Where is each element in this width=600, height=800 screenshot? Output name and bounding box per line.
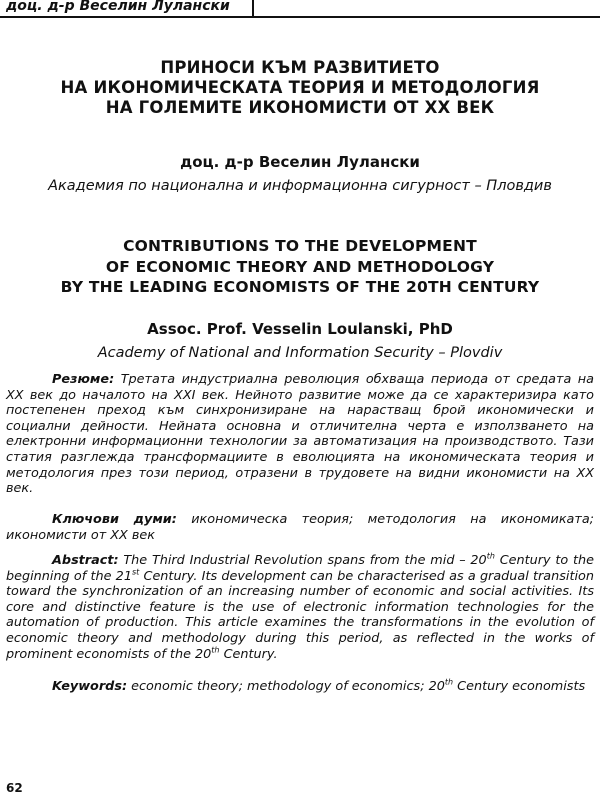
title-bulgarian — [0, 58, 600, 118]
author-english: Assoc. Prof. Vesselin Loulanski, PhD — [147, 320, 453, 338]
keywords-en-sup-1: th — [444, 677, 454, 687]
abstract-en-sup-1: th — [486, 551, 495, 561]
header-rule-corner — [252, 0, 254, 17]
running-head-text: доц. д-р Веселин Лулански — [6, 0, 230, 14]
abstract-english — [6, 553, 594, 662]
keywords-en-label: Keywords: — [52, 679, 128, 694]
abstract-en-text-4: Century. — [219, 646, 278, 662]
keywords-english — [6, 679, 594, 695]
abstract-en-text-3: Century. Its development can be characterised as a gradual transition toward the synchronization of an increasing number of economic and social activities. Its core and distinctive feature is the use of electronic information technologies for the automation of production. This article examines the transformations in the evolution of economic theory and methodology during this period, as reflected in the works of prominent economists of the 20 — [6, 568, 594, 662]
affiliation-english: Academy of National and Information Security – Plovdiv — [97, 345, 503, 361]
title-bg-line-1: ПРИНОСИ КЪМ РАЗВИТИЕТО — [160, 58, 440, 77]
keywords-bulgarian — [6, 512, 594, 543]
title-bg-line-2: НА ИКОНОМИЧЕСКАТА ТЕОРИЯ И МЕТОДОЛОГИЯ — [60, 78, 540, 97]
keywords-en-text-2: Century economists — [453, 679, 586, 694]
abstract-bg-text: Третата индустриална революция обхваща периода от средата на XX век до началото на XXI век. Нейното развитие може да се характеризира като постепенен преход към синхронизиране на нарастващ брой икономически и социални дейности. Нейната основна и отличителна черта е използването на електронни информационни технологии за автоматизация на производството. Тази статия разглежда трансформациите в еволюцията на икономическата теория и методология през този период, отразени в трудовете на видни икономисти на XX век. — [6, 372, 594, 497]
abstract-en-sup-3: th — [211, 645, 220, 655]
title-en-line-1: CONTRIBUTIONS TO THE DEVELOPMENT — [123, 237, 477, 255]
abstract-en-sup-2: st — [131, 567, 140, 577]
keywords-bg-text: икономическа теория; методология на икономиката; икономисти от XX век — [6, 512, 594, 543]
abstract-en-text-2: Century to the beginning of the 21 — [6, 553, 594, 584]
keywords-en-text-1: economic theory; methodology of economics; 20 — [131, 679, 445, 694]
title-english — [0, 236, 600, 298]
abstract-bg-label: Резюме: — [52, 372, 115, 387]
title-en-line-2: OF ECONOMIC THEORY AND METHODOLOGY — [105, 257, 495, 276]
header-rule — [0, 16, 600, 18]
abstract-bulgarian — [6, 372, 594, 497]
abstract-en-text-1: The Third Industrial Revolution spans from the mid – 20 — [123, 553, 487, 568]
title-bg-line-3: НА ГОЛЕМИТЕ ИКОНОМИСТИ ОТ XX ВЕК — [105, 98, 495, 117]
affiliation-bulgarian: Академия по национална и информационна сигурност – Пловдив — [48, 178, 552, 194]
title-en-line-3: BY THE LEADING ECONOMISTS OF THE 20TH CENTURY — [60, 278, 540, 296]
author-bulgarian: доц. д-р Веселин Лулански — [180, 153, 420, 171]
keywords-bg-label: Ключови думи: — [52, 512, 177, 527]
running-head — [0, 0, 600, 16]
abstract-en-label: Abstract: — [52, 553, 119, 568]
page-number: 62 — [6, 781, 23, 795]
